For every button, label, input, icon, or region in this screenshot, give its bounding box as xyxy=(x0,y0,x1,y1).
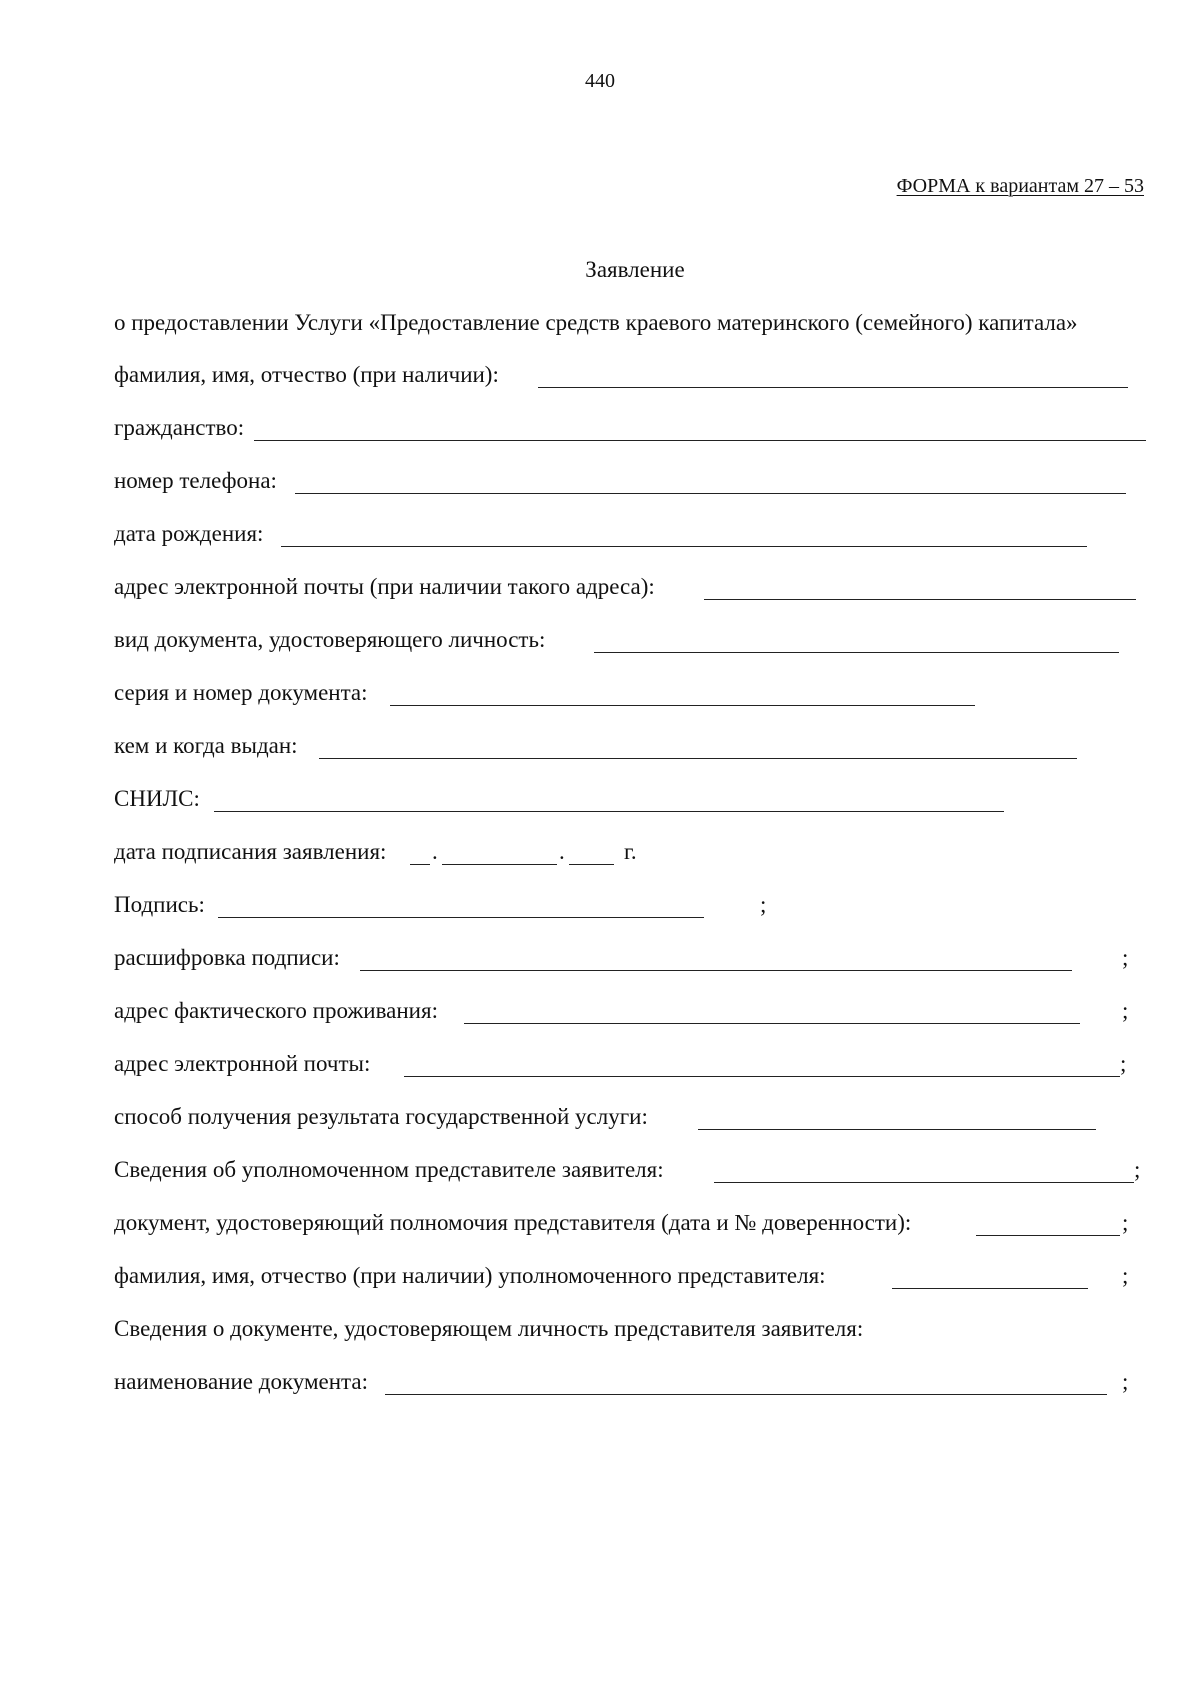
issued-by-label: кем и когда выдан: xyxy=(114,733,298,758)
semicolon: ; xyxy=(1122,1369,1129,1394)
representative-info-field[interactable] xyxy=(714,1182,1134,1183)
signature-label: Подпись: xyxy=(114,892,205,917)
full-name-label: фамилия, имя, отчество (при наличии): xyxy=(114,362,499,387)
semicolon: ; xyxy=(1122,1210,1129,1235)
citizenship-label: гражданство: xyxy=(114,415,245,440)
id-doc-type-row xyxy=(114,626,1114,658)
email-optional-field[interactable] xyxy=(704,599,1136,600)
representative-authority-label: документ, удостоверяющий полномочия представителя (дата и № доверенности): xyxy=(114,1210,912,1235)
issued-by-field[interactable] xyxy=(319,758,1077,759)
phone-row xyxy=(114,467,1114,499)
representative-id-heading: Сведения о документе, удостоверяющем личность представителя заявителя: xyxy=(114,1316,864,1341)
form-reference: ФОРМА к вариантам 27 – 53 xyxy=(896,175,1144,197)
doc-series-field[interactable] xyxy=(390,705,975,706)
semicolon: ; xyxy=(1122,998,1129,1023)
signature-field[interactable] xyxy=(218,917,704,918)
document-subject: о предоставлении Услуги «Предоставление средств краевого материнского (семейного) капитала» xyxy=(114,310,1078,335)
full-name-row xyxy=(114,361,1114,393)
signing-date-label: дата подписания заявления: xyxy=(114,839,387,864)
phone-field[interactable] xyxy=(295,493,1126,494)
signing-date-separator: . xyxy=(432,839,438,864)
representative-name-row xyxy=(114,1262,1134,1294)
page-number: 440 xyxy=(585,70,615,92)
id-doc-type-label: вид документа, удостоверяющего личность: xyxy=(114,627,546,652)
document-name-row xyxy=(114,1368,1134,1400)
full-name-field[interactable] xyxy=(538,387,1128,388)
citizenship-row xyxy=(114,414,1154,446)
birth-date-field[interactable] xyxy=(281,546,1087,547)
snils-field[interactable] xyxy=(214,811,1004,812)
result-method-field[interactable] xyxy=(698,1129,1096,1130)
signing-date-row xyxy=(114,838,1114,870)
email-label: адрес электронной почты: xyxy=(114,1051,371,1076)
representative-name-field[interactable] xyxy=(892,1288,1088,1289)
representative-id-heading-row xyxy=(114,1315,1114,1347)
signature-transcript-row xyxy=(114,944,1134,976)
actual-address-row xyxy=(114,997,1134,1029)
email-field[interactable] xyxy=(404,1076,1120,1077)
document-title: Заявление xyxy=(585,257,685,282)
citizenship-field[interactable] xyxy=(254,440,1146,441)
semicolon: ; xyxy=(1122,945,1129,970)
signing-month-field[interactable] xyxy=(442,864,557,865)
result-method-row xyxy=(114,1103,1114,1135)
signing-year-suffix: г. xyxy=(624,839,637,864)
result-method-label: способ получения результата государственной услуги: xyxy=(114,1104,648,1129)
signature-transcript-label: расшифровка подписи: xyxy=(114,945,340,970)
snils-row xyxy=(114,785,1114,817)
signing-day-field[interactable] xyxy=(410,864,430,865)
semicolon: ; xyxy=(1122,1263,1129,1288)
signature-transcript-field[interactable] xyxy=(360,970,1072,971)
id-doc-type-field[interactable] xyxy=(594,652,1119,653)
representative-authority-row xyxy=(114,1209,1134,1241)
representative-info-row xyxy=(114,1156,1154,1188)
signature-row xyxy=(114,891,1114,923)
actual-address-label: адрес фактического проживания: xyxy=(114,998,438,1023)
semicolon: ; xyxy=(760,892,767,917)
signing-date-separator: . xyxy=(559,839,565,864)
doc-series-label: серия и номер документа: xyxy=(114,680,368,705)
semicolon: ; xyxy=(1120,1051,1127,1076)
birth-date-row xyxy=(114,520,1114,552)
representative-authority-field[interactable] xyxy=(976,1235,1120,1236)
email-optional-row xyxy=(114,573,1154,605)
document-name-label: наименование документа: xyxy=(114,1369,368,1394)
document-name-field[interactable] xyxy=(385,1394,1107,1395)
phone-label: номер телефона: xyxy=(114,468,277,493)
representative-info-label: Сведения об уполномоченном представителе заявителя: xyxy=(114,1157,664,1182)
email-optional-label: адрес электронной почты (при наличии такого адреса): xyxy=(114,574,655,599)
representative-name-label: фамилия, имя, отчество (при наличии) уполномоченного представителя: xyxy=(114,1263,826,1288)
snils-label: СНИЛС: xyxy=(114,786,200,811)
actual-address-field[interactable] xyxy=(464,1023,1080,1024)
email-row xyxy=(114,1050,1134,1082)
birth-date-label: дата рождения: xyxy=(114,521,264,546)
issued-by-row xyxy=(114,732,1114,764)
signing-year-field[interactable] xyxy=(569,864,614,865)
semicolon: ; xyxy=(1134,1157,1141,1182)
doc-series-row xyxy=(114,679,1114,711)
